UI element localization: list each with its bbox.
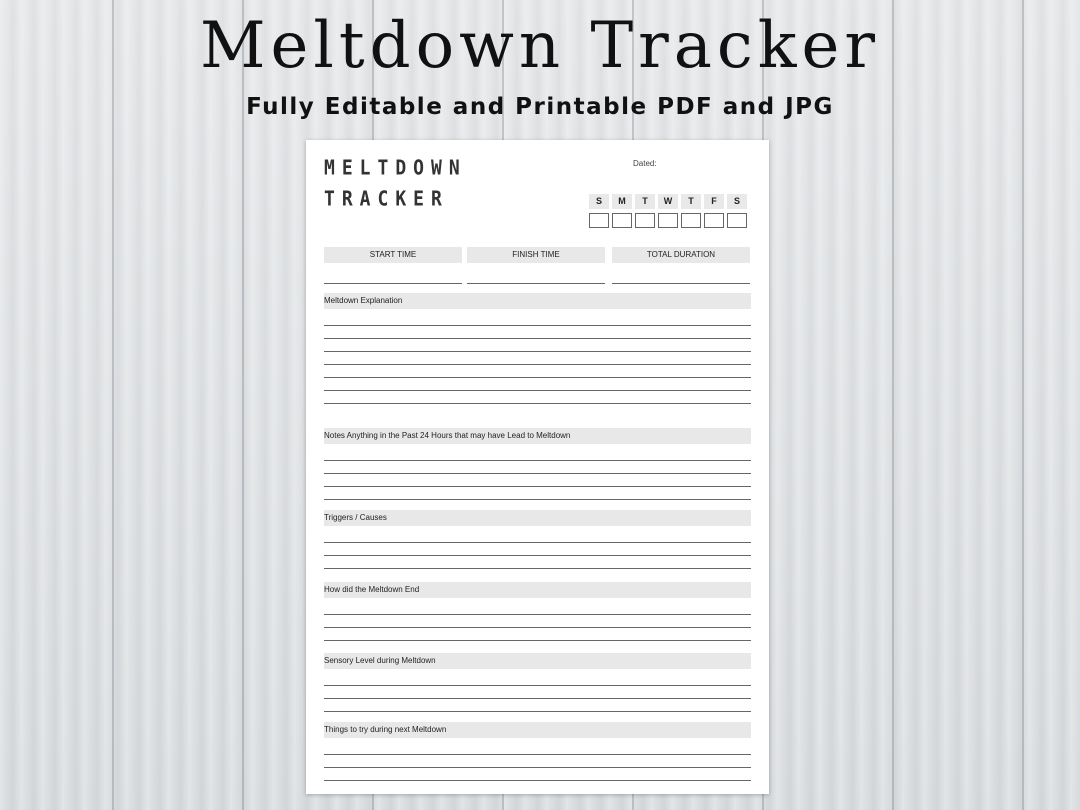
- day-letter: T: [681, 194, 701, 209]
- write-line[interactable]: [324, 377, 751, 378]
- write-line[interactable]: [324, 338, 751, 339]
- day-checkbox[interactable]: [612, 213, 632, 228]
- section-meltdown-explanation: [324, 293, 751, 404]
- section-triggers-causes: [324, 510, 751, 569]
- finish-time-field[interactable]: [467, 283, 605, 284]
- write-line[interactable]: [324, 711, 751, 712]
- hero-title: Meltdown Tracker: [200, 9, 880, 83]
- sheet-title-line2: TRACKER: [324, 187, 449, 212]
- write-line[interactable]: [324, 486, 751, 487]
- day-wednesday[interactable]: [658, 194, 678, 228]
- section-header: Things to try during next Meltdown: [324, 722, 751, 738]
- day-monday[interactable]: [612, 194, 632, 228]
- write-line[interactable]: [324, 499, 751, 500]
- write-line[interactable]: [324, 473, 751, 474]
- day-checkbox[interactable]: [589, 213, 609, 228]
- write-line[interactable]: [324, 325, 751, 326]
- write-line[interactable]: [324, 614, 751, 615]
- total-duration-header: TOTAL DURATION: [612, 247, 750, 263]
- write-line[interactable]: [324, 460, 751, 461]
- section-header: How did the Meltdown End: [324, 582, 751, 598]
- write-line[interactable]: [324, 568, 751, 569]
- write-line[interactable]: [324, 390, 751, 391]
- day-checkbox[interactable]: [704, 213, 724, 228]
- write-line[interactable]: [324, 754, 751, 755]
- write-line[interactable]: [324, 364, 751, 365]
- day-checkbox[interactable]: [635, 213, 655, 228]
- day-letter: S: [727, 194, 747, 209]
- section-header: Meltdown Explanation: [324, 293, 751, 309]
- day-saturday[interactable]: [727, 194, 747, 228]
- write-line[interactable]: [324, 767, 751, 768]
- write-line[interactable]: [324, 640, 751, 641]
- section-header: Notes Anything in the Past 24 Hours that may have Lead to Meltdown: [324, 428, 751, 444]
- dated-label: Dated:: [633, 159, 657, 168]
- day-thursday[interactable]: [681, 194, 701, 228]
- write-line[interactable]: [324, 698, 751, 699]
- day-checkbox[interactable]: [681, 213, 701, 228]
- day-letter: F: [704, 194, 724, 209]
- total-duration-field[interactable]: [612, 283, 750, 284]
- day-checkbox[interactable]: [658, 213, 678, 228]
- day-letter: W: [658, 194, 678, 209]
- sheet-title-line1: MELTDOWN: [324, 156, 467, 181]
- hero-subtitle: Fully Editable and Printable PDF and JPG: [246, 94, 834, 120]
- day-checkbox[interactable]: [727, 213, 747, 228]
- day-letter: T: [635, 194, 655, 209]
- day-letter: S: [589, 194, 609, 209]
- start-time-header: START TIME: [324, 247, 462, 263]
- section-meltdown-end: [324, 582, 751, 641]
- section-header: Sensory Level during Meltdown: [324, 653, 751, 669]
- write-line[interactable]: [324, 555, 751, 556]
- day-friday[interactable]: [704, 194, 724, 228]
- start-time-field[interactable]: [324, 283, 462, 284]
- write-line[interactable]: [324, 627, 751, 628]
- write-line[interactable]: [324, 403, 751, 404]
- write-line[interactable]: [324, 351, 751, 352]
- section-notes-past-24-hours: [324, 428, 751, 500]
- tracker-sheet: [306, 140, 769, 794]
- day-tuesday[interactable]: [635, 194, 655, 228]
- write-line[interactable]: [324, 542, 751, 543]
- section-things-to-try: [324, 722, 751, 781]
- day-letter: M: [612, 194, 632, 209]
- finish-time-header: FINISH TIME: [467, 247, 605, 263]
- section-sensory-level: [324, 653, 751, 712]
- write-line[interactable]: [324, 780, 751, 781]
- write-line[interactable]: [324, 685, 751, 686]
- day-sunday[interactable]: [589, 194, 609, 228]
- section-header: Triggers / Causes: [324, 510, 751, 526]
